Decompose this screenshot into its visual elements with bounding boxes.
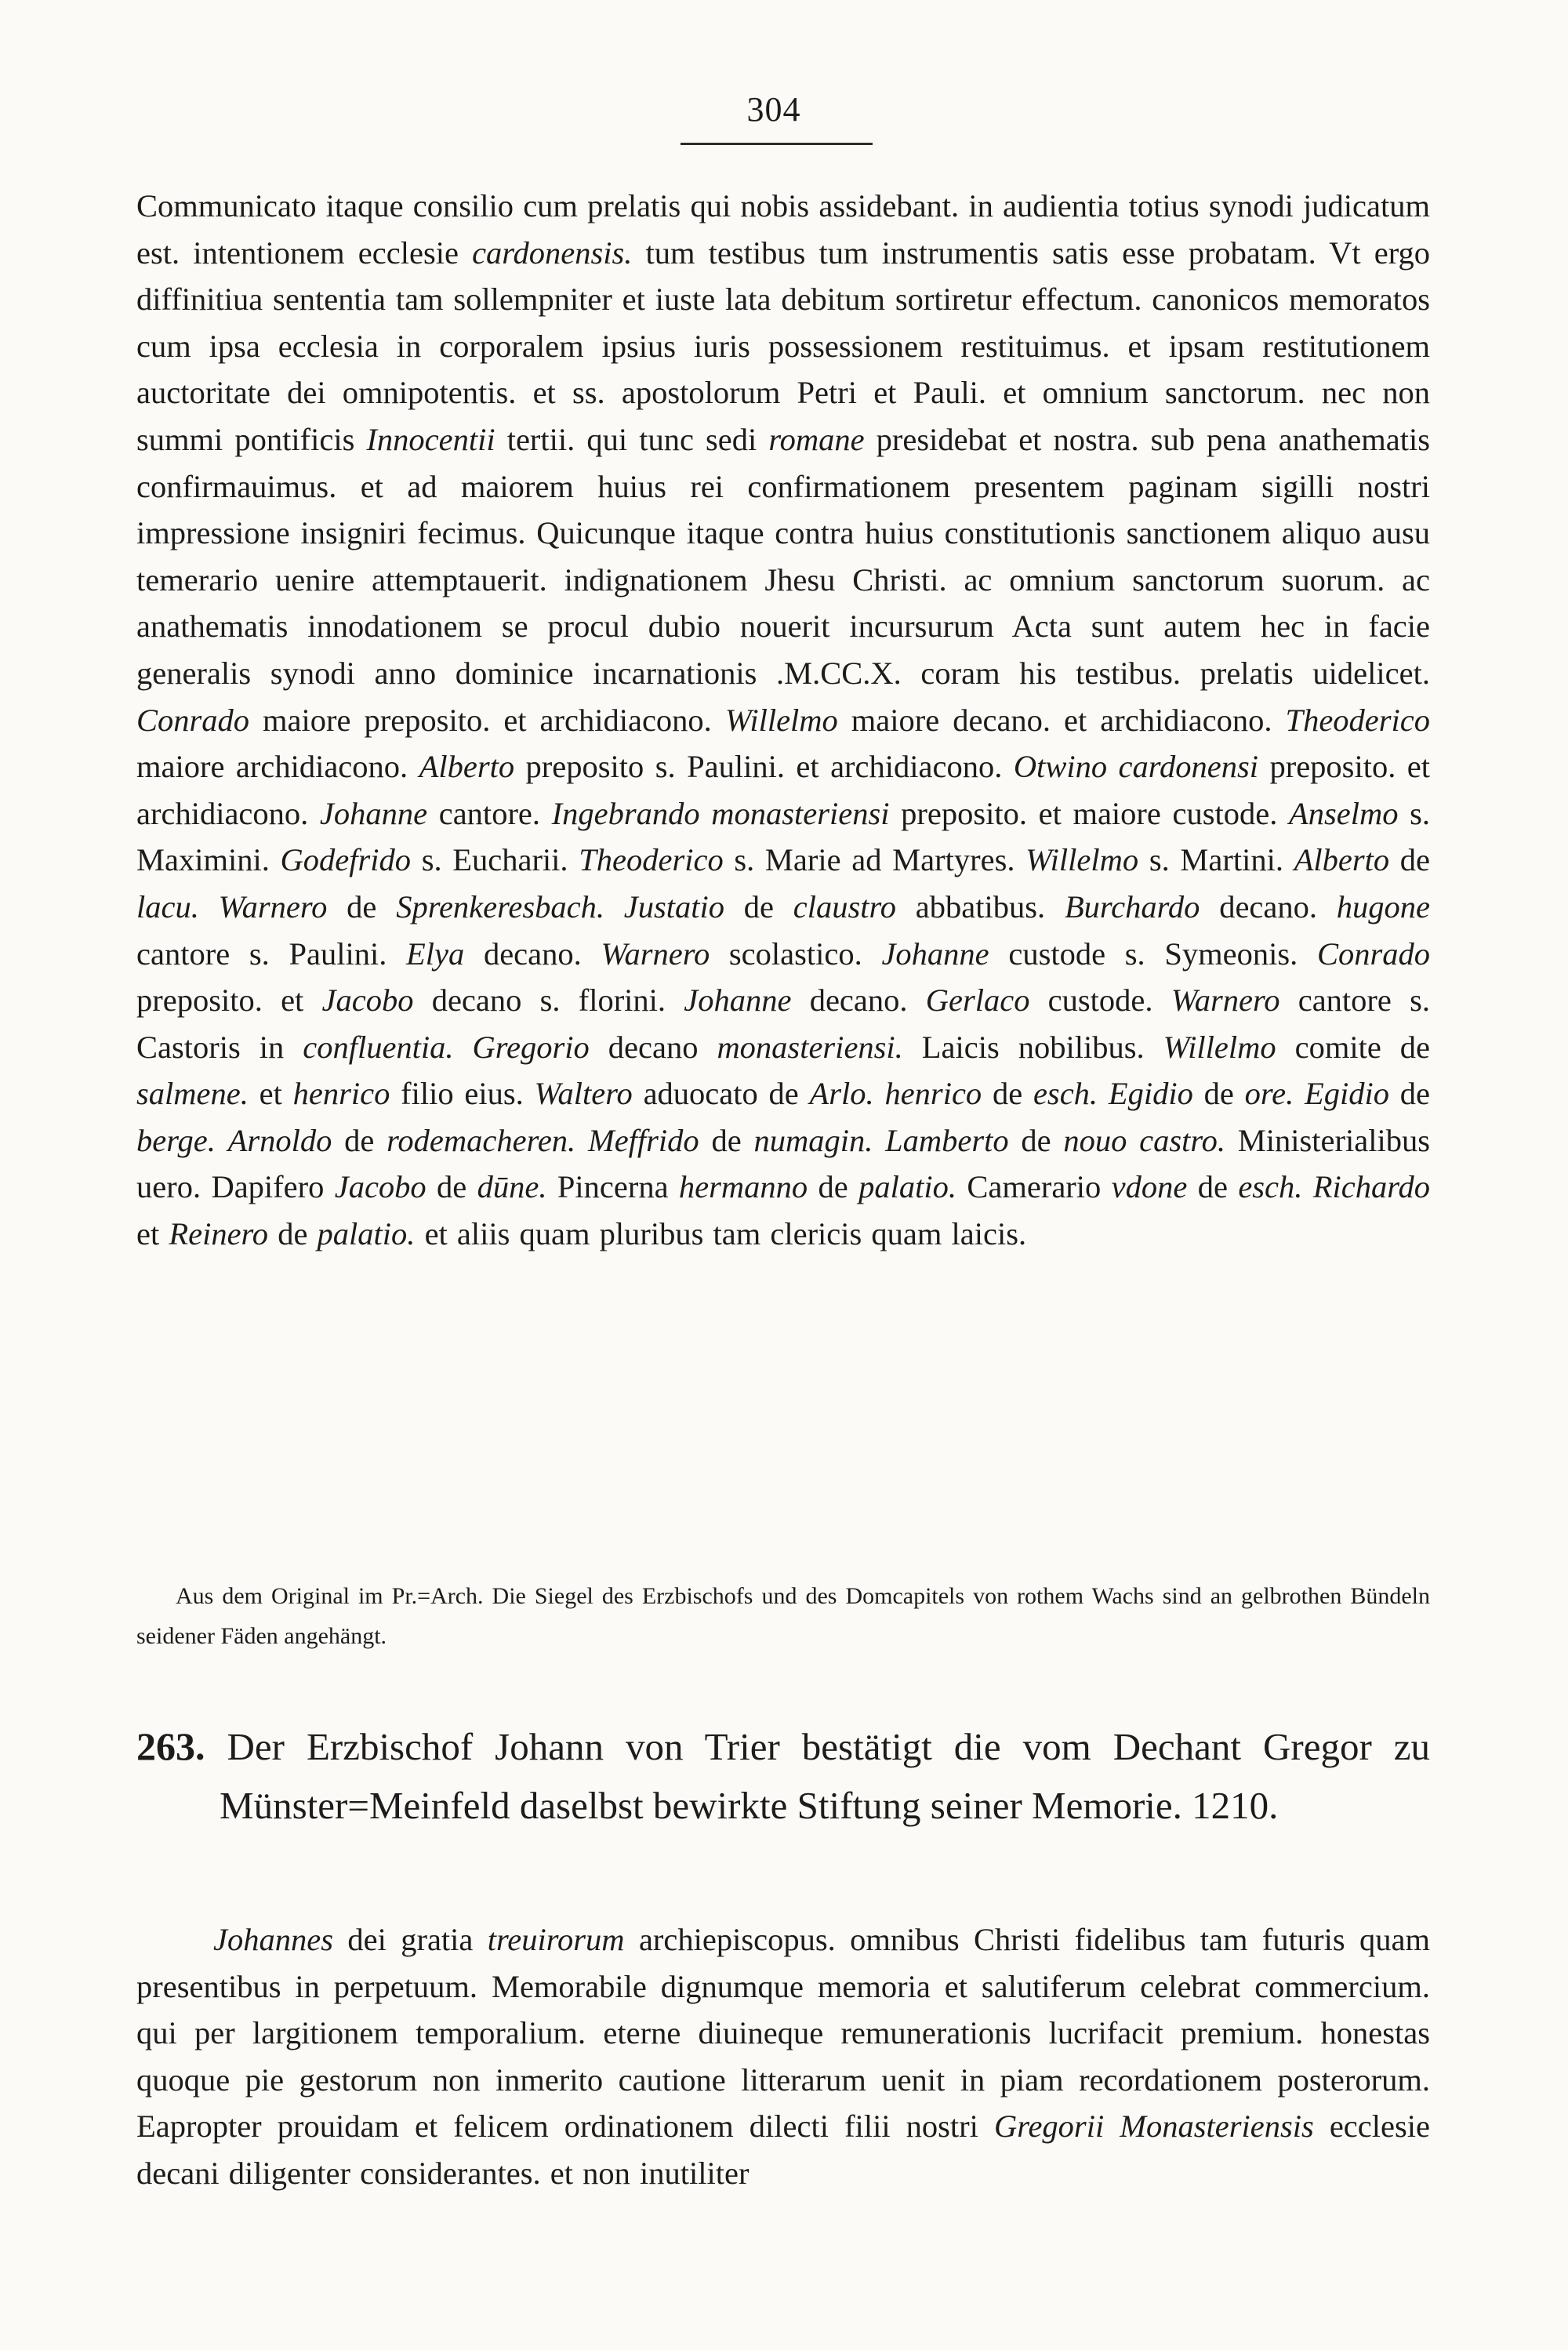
italic-text: Arlo. — [809, 1076, 874, 1112]
text-run — [1302, 1169, 1312, 1204]
text-run — [454, 1030, 473, 1065]
italic-text: Jacobo — [321, 982, 414, 1019]
italic-text: Alberto — [1294, 842, 1390, 878]
text-run: tertii. qui tunc sedi — [495, 421, 769, 457]
text-run: tum testibus tum instrumentis satis esse probatam. Vt ergo diffinitiua sententia tam sollempniter et iuste lata debitum sortiretur effectum. canonicos memoratos cum ipsa ecclesia in corporalem ipsius iuris possessionem restituimus. et ipsam restitutionem auctoritate dei omnipotentis. et ss. apostolorum Petri et Pauli. et omnium sanctorum. nec non summi pontificis — [136, 234, 1430, 457]
italic-text: nouo castro. — [1063, 1122, 1226, 1158]
text-run: decano. — [791, 982, 926, 1019]
italic-text: vdone — [1111, 1169, 1188, 1205]
italic-text: Egidio — [1305, 1076, 1389, 1112]
text-run: Pincerna — [546, 1169, 679, 1205]
text-run: preposito. et — [136, 982, 322, 1019]
text-run: et — [136, 1216, 169, 1252]
text-run: de — [1187, 1169, 1239, 1205]
text-run: de — [332, 1122, 387, 1158]
italic-text: lacu. — [136, 888, 199, 924]
text-run: s. Maximini. — [136, 795, 1430, 878]
italic-text: monasteriensi. — [717, 1029, 903, 1065]
text-run: presidebat et nostra. sub pena anathematis confirmauimus. et ad maiorem huius rei confirmationem presentem paginam sigilli nostri impressione insigniri fecimus. Quicunque itaque contra huius constitutionis sanctionem aliquo ausu temerario uenire attemptauerit. indignationem Jhesu Christi. ac omnium sanctorum suorum. ac anathematis innodationem se procul dubio nouerit incursurum Acta sunt autem hec in facie generalis synodi anno dominice incarnationis .M.CC.X. coram his testibus. prelatis uidelicet. — [136, 421, 1430, 691]
text-run: de — [426, 1169, 477, 1205]
italic-text: cardonensis. — [472, 234, 633, 271]
text-run: ecclesie decani diligenter considerantes. et non inutiliter — [136, 2108, 1430, 2191]
italic-text: Johanne — [881, 935, 989, 972]
text-run: decano. — [464, 935, 601, 972]
italic-text: Gregorio — [472, 1029, 590, 1065]
text-run — [216, 1123, 228, 1158]
document-paragraph — [136, 1916, 1430, 2197]
italic-text: Innocentii — [366, 421, 495, 457]
italic-text: Arnoldo — [227, 1122, 332, 1158]
text-run: preposito. et archidiacono. — [136, 749, 1430, 831]
italic-text: esch. — [1238, 1169, 1303, 1205]
italic-text: numagin. — [753, 1122, 873, 1158]
italic-text: Willelmo — [724, 702, 838, 738]
text-run: Ministerialibus uero. Dapifero — [136, 1122, 1431, 1205]
text-run: s. Eucharii. — [411, 842, 579, 878]
italic-text: Gregorii Monasteriensis — [993, 2108, 1314, 2145]
source-note: Aus dem Original im Pr.=Arch. Die Siegel des Erzbischofs und des Domcapitels von rothem Wachs sind an gelbrothen Bündeln seidener Fäden angehängt. — [136, 1583, 1430, 1649]
text-run — [604, 889, 624, 924]
text-run — [199, 889, 219, 924]
text-run: comite de — [1276, 1029, 1430, 1065]
text-run: decano s. florini. — [413, 982, 684, 1019]
italic-text: Warnero — [218, 888, 328, 924]
text-run — [873, 1123, 885, 1158]
italic-text: Johanne — [684, 982, 792, 1019]
italic-text: Sprenkeresbach. — [396, 888, 604, 924]
text-run: s. Marie ad Martyres. — [723, 842, 1026, 878]
text-run — [1294, 1076, 1305, 1111]
text-run: abbatibus. — [896, 888, 1065, 924]
text-run: Camerario — [956, 1169, 1112, 1205]
text-run: maiore archidiacono. — [136, 749, 419, 785]
italic-text: Egidio — [1108, 1076, 1193, 1112]
italic-text: henrico — [292, 1076, 390, 1112]
italic-text: salmene. — [136, 1076, 249, 1112]
text-run: de — [1389, 1076, 1431, 1112]
text-run: de — [982, 1076, 1033, 1112]
italic-text: claustro — [793, 888, 897, 924]
text-run: archiepiscopus. omnibus Christi fidelibus tam futuris quam presentibus in perpetuum. Memorabile dignumque memoria et salutiferum celebrat commercium. qui per largitionem temporalium. eterne diuineque remunerationis lucrifacit premium. honestas quoque pie gestorum non inmerito cautione litterarum uenit in piam recordationem posterorum. Eapropter prouidam et felicem ordinationem dilecti filii nostri — [136, 1922, 1430, 2145]
text-run: maiore preposito. et archidiacono. — [249, 702, 725, 738]
text-run: de — [268, 1216, 318, 1252]
text-run: decano — [589, 1029, 717, 1065]
text-run: Communicato itaque consilio cum prelatis qui nobis assidebant. in audientia totius synodi judicatum est. intentionem ecclesie — [136, 188, 1430, 271]
text-run: et — [248, 1076, 293, 1112]
text-run: de — [1192, 1076, 1245, 1112]
italic-text: hugone — [1336, 888, 1431, 924]
italic-text: Warnero — [601, 935, 710, 972]
text-run: filio eius. — [390, 1076, 535, 1112]
italic-text: Otwino cardonensi — [1013, 749, 1259, 785]
italic-text: Lamberto — [885, 1122, 1009, 1158]
text-run: decano. — [1200, 888, 1337, 924]
text-run — [874, 1076, 885, 1111]
italic-text: romane — [768, 421, 865, 457]
italic-text: treuirorum — [487, 1922, 625, 1957]
text-run — [575, 1123, 588, 1158]
italic-text: berge. — [136, 1122, 216, 1158]
text-run: scolastico. — [710, 935, 882, 972]
italic-text: Johannes — [213, 1922, 333, 1957]
italic-text: Waltero — [534, 1076, 633, 1112]
italic-text: Theoderico — [1285, 702, 1431, 738]
text-run: et aliis quam pluribus tam clericis quam laicis. — [415, 1216, 1027, 1252]
text-run: de — [699, 1122, 754, 1158]
italic-text: esch. — [1033, 1076, 1098, 1112]
text-run: s. Martini. — [1138, 842, 1294, 878]
text-run: maiore decano. et archidiacono. — [837, 702, 1286, 738]
text-run: custode. — [1029, 982, 1171, 1019]
italic-text: henrico — [884, 1076, 982, 1112]
italic-text: Johanne — [319, 795, 428, 831]
text-run: cantore s. Paulini. — [136, 935, 407, 972]
document-title: Der Erzbischof Johann von Trier bestätigt die vom Dechant Gregor zu Münster=Meinfeld daselbst bewirkte Stiftung seiner Memorie. 1210. — [220, 1725, 1430, 1827]
italic-text: Willelmo — [1163, 1029, 1276, 1065]
italic-text: hermanno — [678, 1169, 808, 1205]
italic-text: confluentia. — [303, 1029, 454, 1065]
italic-text: Reinero — [169, 1216, 269, 1252]
text-run: dei gratia — [332, 1922, 488, 1957]
italic-text: palatio. — [317, 1216, 416, 1252]
main-text — [136, 183, 1430, 1258]
document-text — [136, 1916, 1430, 2197]
italic-text: Burchardo — [1064, 888, 1200, 924]
text-run — [1098, 1076, 1109, 1111]
italic-text: Justatio — [623, 888, 724, 924]
italic-text: ore. — [1244, 1076, 1294, 1112]
document-number: 263. — [136, 1724, 205, 1768]
italic-text: Warnero — [1171, 982, 1280, 1019]
text-run: de — [1008, 1122, 1064, 1158]
italic-text: Willelmo — [1025, 842, 1139, 878]
text-run: Laicis nobilibus. — [902, 1029, 1163, 1065]
italic-text: Conrado — [136, 702, 250, 738]
italic-text: Richardo — [1312, 1169, 1430, 1205]
text-run: de — [808, 1169, 859, 1205]
text-run: de — [327, 888, 397, 924]
italic-text: Jacobo — [334, 1169, 426, 1205]
italic-text: Elya — [406, 935, 465, 972]
italic-text: palatio. — [858, 1169, 957, 1205]
page-number-rule — [681, 143, 873, 145]
italic-text: Ingebrando monasteriensi — [551, 795, 890, 831]
italic-text: Godefrido — [280, 842, 412, 878]
text-run: preposito. et maiore custode. — [889, 795, 1289, 831]
italic-text: Theoderico — [579, 842, 724, 878]
italic-text: rodemacheren. — [387, 1122, 576, 1158]
italic-text: Conrado — [1316, 935, 1430, 972]
italic-text: Meffrido — [587, 1122, 699, 1158]
text-run: preposito s. Paulini. et archidiacono. — [514, 749, 1014, 785]
page-number: 304 — [746, 90, 801, 129]
document-heading — [136, 1717, 1430, 1835]
text-run: custode s. Symeonis. — [989, 935, 1317, 972]
text-run: de — [1389, 842, 1431, 878]
italic-text: dūne. — [477, 1169, 547, 1205]
main-paragraph — [136, 183, 1430, 1258]
italic-text: Gerlaco — [925, 982, 1030, 1019]
text-run: de — [724, 888, 793, 924]
text-run: aduocato de — [632, 1076, 810, 1112]
text-run: cantore. — [427, 795, 552, 831]
italic-text: Alberto — [419, 749, 515, 785]
italic-text: Anselmo — [1289, 795, 1399, 831]
text-run: cantore s. Castoris in — [136, 982, 1430, 1065]
